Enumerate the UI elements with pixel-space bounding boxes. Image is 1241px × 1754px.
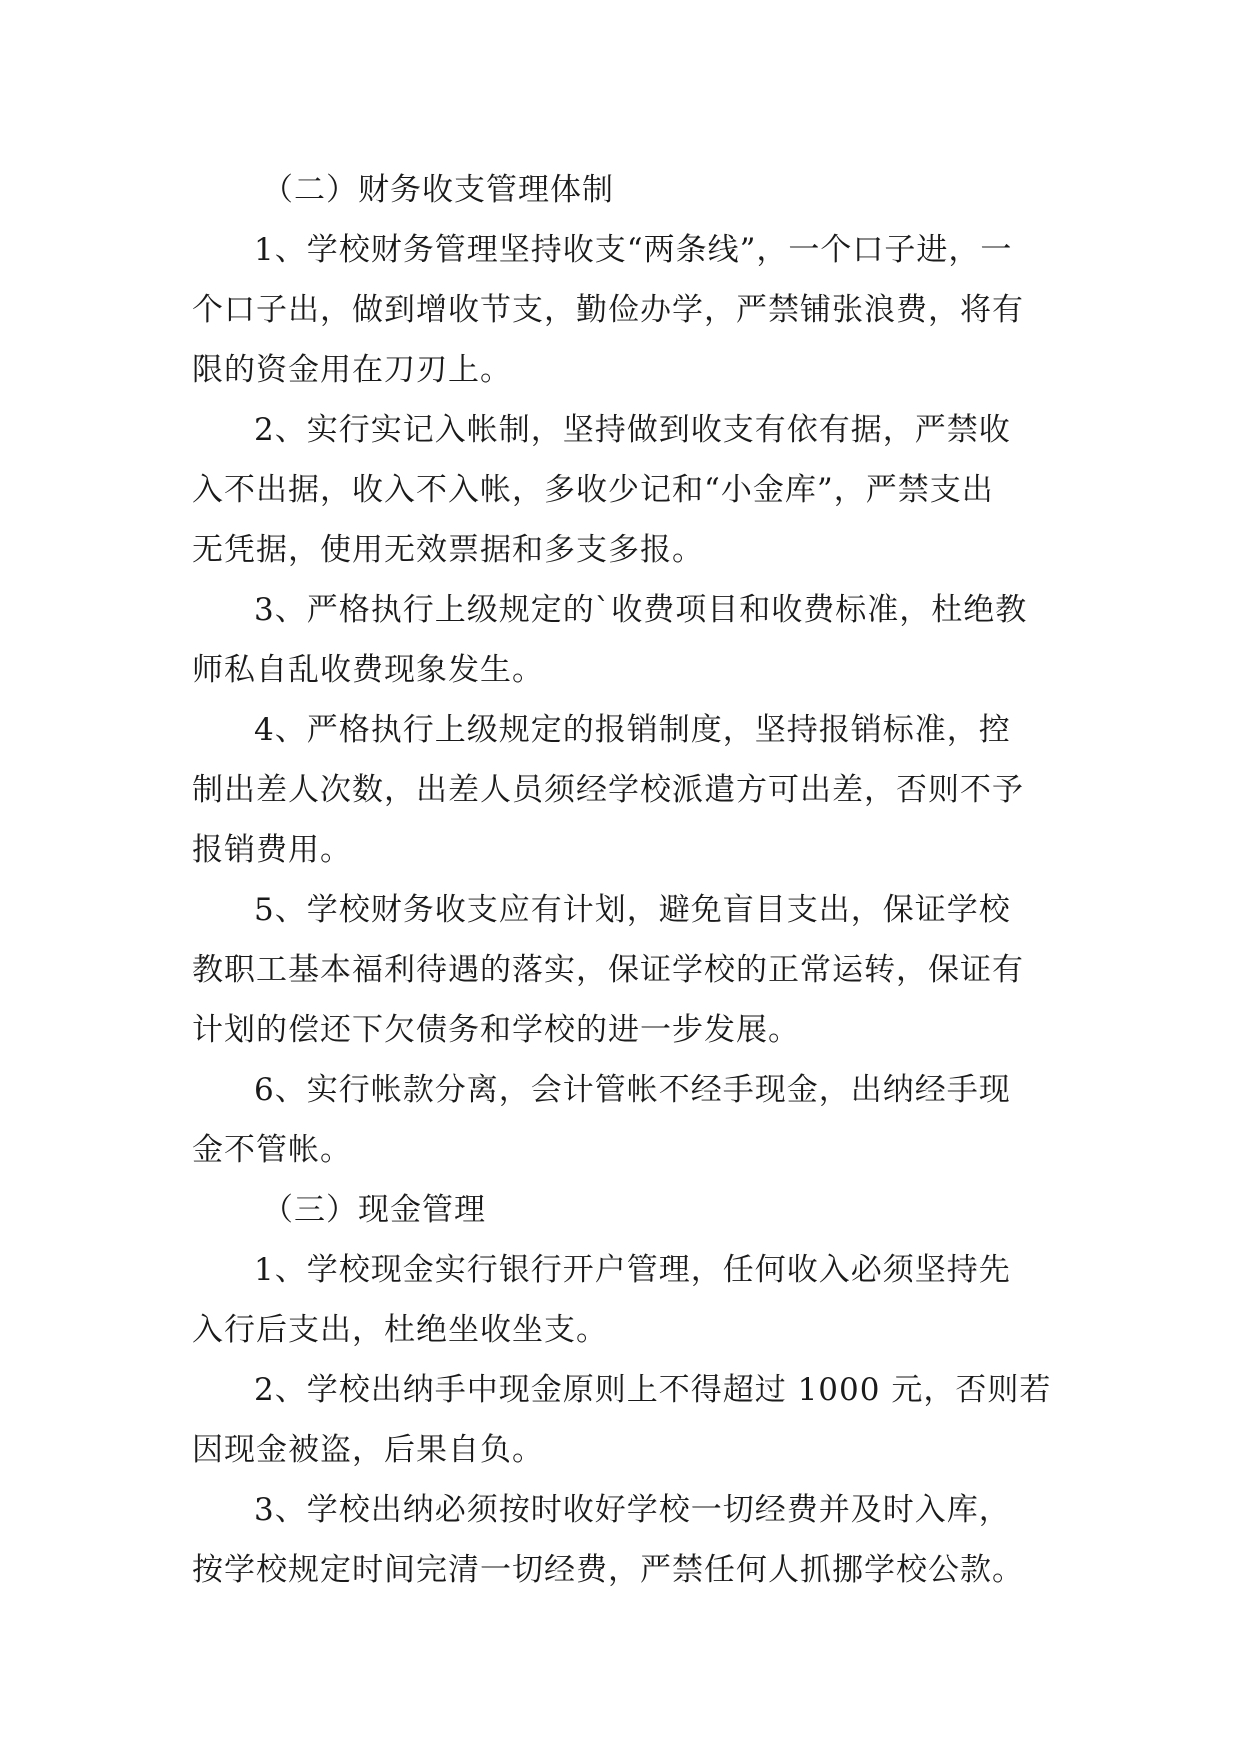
paragraph-line: 无凭据，使用无效票据和多支多报。 — [192, 532, 704, 568]
paragraph-line: 1、学校现金实行银行开户管理，任何收入必须坚持先 — [254, 1252, 1011, 1288]
paragraph-line: 1、学校财务管理坚持收支“两条线”，一个口子进，一 — [254, 232, 1013, 268]
section-heading: （三）现金管理 — [262, 1192, 486, 1228]
paragraph-line: 6、实行帐款分离，会计管帐不经手现金，出纳经手现 — [254, 1072, 1011, 1108]
paragraph — [192, 1060, 1052, 1180]
document-body — [192, 160, 1052, 1600]
paragraph — [192, 220, 1052, 400]
paragraph-line: 限的资金用在刀刃上。 — [192, 352, 512, 388]
paragraph-line: 报销费用。 — [192, 832, 352, 868]
paragraph — [192, 880, 1052, 1060]
paragraph-line: 3、严格执行上级规定的`收费项目和收费标准，杜绝教 — [254, 592, 1028, 628]
paragraph-line: 金不管帐。 — [192, 1132, 352, 1168]
paragraph — [192, 400, 1052, 580]
paragraph-line: 计划的偿还下欠债务和学校的进一步发展。 — [192, 1012, 800, 1048]
paragraph — [192, 580, 1052, 700]
paragraph-line: 入行后支出，杜绝坐收坐支。 — [192, 1312, 608, 1348]
paragraph-line: 按学校规定时间完清一切经费，严禁任何人抓挪学校公款。 — [192, 1552, 1024, 1588]
paragraph — [192, 1240, 1052, 1360]
paragraph-line: 教职工基本福利待遇的落实，保证学校的正常运转，保证有 — [192, 952, 1024, 988]
paragraph — [192, 1360, 1052, 1480]
paragraph — [192, 1480, 1052, 1600]
paragraph-line: 3、学校出纳必须按时收好学校一切经费并及时入库， — [254, 1492, 1011, 1528]
paragraph-line: 入不出据，收入不入帐，多收少记和“小金库”，严禁支出 — [192, 472, 994, 508]
paragraph-line: 制出差人次数，出差人员须经学校派遣方可出差，否则不予 — [192, 772, 1024, 808]
section-heading: （二）财务收支管理体制 — [262, 172, 614, 208]
paragraph-line: 5、学校财务收支应有计划，避免盲目支出，保证学校 — [254, 892, 1011, 928]
paragraph-line: 2、实行实记入帐制，坚持做到收支有依有据，严禁收 — [254, 412, 1011, 448]
paragraph-line: 2、学校出纳手中现金原则上不得超过 1000 元，否则若 — [254, 1372, 1052, 1408]
paragraph-line: 因现金被盗，后果自负。 — [192, 1432, 544, 1468]
paragraph-line: 4、严格执行上级规定的报销制度，坚持报销标准，控 — [254, 712, 1011, 748]
paragraph — [192, 700, 1052, 880]
paragraph-line: 师私自乱收费现象发生。 — [192, 652, 544, 688]
paragraph-line: 个口子出，做到增收节支，勤俭办学，严禁铺张浪费，将有 — [192, 292, 1024, 328]
